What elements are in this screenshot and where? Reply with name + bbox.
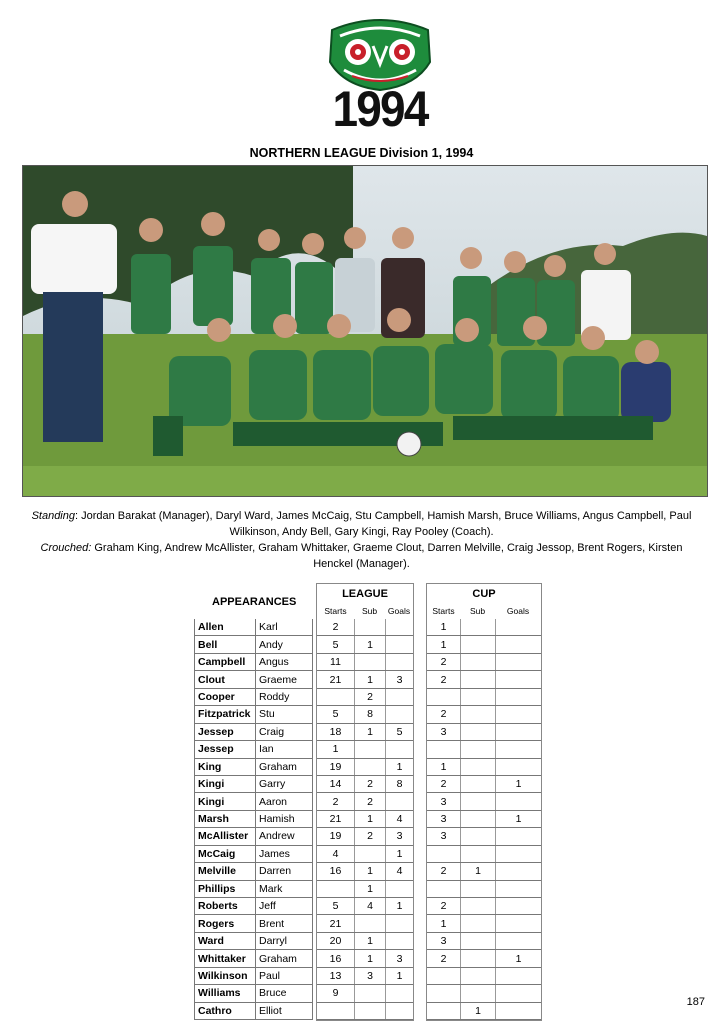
cup-goals-cell	[496, 706, 542, 723]
player-given-name: Hamish	[256, 810, 313, 827]
league-sub-cell	[355, 653, 386, 670]
player-given-name: Elliot	[256, 1002, 313, 1019]
league-starts-cell	[317, 880, 355, 897]
table-row	[195, 723, 313, 740]
league-sub-cell: 1	[355, 671, 386, 688]
crouched-label: Crouched:	[40, 542, 92, 554]
player-given-name: Ian	[256, 741, 313, 758]
league-starts-cell: 4	[317, 845, 355, 862]
league-sub-cell: 3	[355, 967, 386, 984]
year-title: 1994	[332, 81, 428, 137]
league-sub-cell	[355, 915, 386, 932]
cup-sub-cell	[461, 845, 496, 862]
league-row	[317, 758, 413, 775]
league-goals-cell	[386, 706, 414, 723]
league-sub-cell: 2	[355, 775, 386, 792]
league-sub-cell	[355, 758, 386, 775]
league-goals-cell: 3	[386, 828, 414, 845]
team-photo	[22, 165, 708, 497]
cup-sub-cell	[461, 775, 496, 792]
table-row	[195, 845, 313, 862]
league-row	[317, 706, 413, 723]
league-row	[317, 688, 413, 705]
cup-starts-cell	[427, 967, 461, 984]
caption-standing	[30, 508, 693, 540]
cup-starts-cell: 1	[427, 915, 461, 932]
cup-starts-cell: 3	[427, 810, 461, 827]
player-given-name: James	[256, 845, 313, 862]
cup-header: CUP	[472, 588, 496, 600]
cup-sub-cell: 1	[461, 1002, 496, 1019]
cup-row	[427, 1002, 541, 1019]
cup-starts-cell	[427, 880, 461, 897]
league-sub-cell: 8	[355, 706, 386, 723]
player-given-name: Andy	[256, 636, 313, 653]
league-starts-cell: 16	[317, 863, 355, 880]
league-goals-cell: 8	[386, 775, 414, 792]
league-goals-cell	[386, 1002, 414, 1019]
league-sub-cell	[355, 741, 386, 758]
cup-row	[427, 863, 541, 880]
league-column-headers	[317, 604, 413, 619]
league-row	[317, 793, 413, 810]
player-given-name: Angus	[256, 653, 313, 670]
league-goals-cell: 3	[386, 671, 414, 688]
cup-sub-cell	[461, 880, 496, 897]
league-starts-cell: 19	[317, 758, 355, 775]
league-sub-cell	[355, 1002, 386, 1019]
cup-row	[427, 828, 541, 845]
league-starts-cell: 5	[317, 898, 355, 915]
cup-row	[427, 671, 541, 688]
player-surname: Williams	[195, 985, 256, 1002]
cup-goals-cell	[496, 915, 542, 932]
league-starts-cell: 1	[317, 741, 355, 758]
cup-sub-cell	[461, 653, 496, 670]
league-starts-cell: 21	[317, 810, 355, 827]
player-surname: Jessep	[195, 741, 256, 758]
table-row	[195, 967, 313, 984]
cup-goals-cell: 1	[496, 810, 542, 827]
cup-starts-cell: 2	[427, 898, 461, 915]
league-row	[317, 932, 413, 949]
column-starts: Starts	[324, 606, 347, 616]
cup-goals-cell	[496, 758, 542, 775]
cup-goals-cell	[496, 967, 542, 984]
appearances-title: APPEARANCES	[212, 596, 297, 608]
cup-starts-cell: 2	[427, 653, 461, 670]
player-surname: Fitzpatrick	[195, 706, 256, 723]
table-row	[195, 880, 313, 897]
league-starts-cell: 5	[317, 636, 355, 653]
league-sub-cell: 1	[355, 880, 386, 897]
league-goals-cell: 3	[386, 950, 414, 967]
league-starts-cell: 20	[317, 932, 355, 949]
cup-goals-cell	[496, 793, 542, 810]
league-row	[317, 898, 413, 915]
table-row	[195, 775, 313, 792]
cup-sub-cell	[461, 723, 496, 740]
cup-stats	[426, 583, 542, 1021]
cup-sub-cell	[461, 950, 496, 967]
league-starts-cell: 11	[317, 653, 355, 670]
league-row	[317, 863, 413, 880]
cup-goals-cell	[496, 828, 542, 845]
standing-names: : Jordan Barakat (Manager), Daryl Ward, James McCaig, Stu Campbell, Hamish Marsh, Bruce Williams, Angus Campbell, Paul Wilkinson, Andy Bell, Gary Kingi, Ray Pooley (Coach).	[75, 510, 692, 538]
cup-sub-cell	[461, 758, 496, 775]
cup-sub-cell	[461, 671, 496, 688]
player-surname: Cathro	[195, 1002, 256, 1019]
league-row	[317, 619, 413, 636]
league-row	[317, 950, 413, 967]
cup-goals-cell	[496, 619, 542, 636]
cup-starts-cell: 2	[427, 950, 461, 967]
cup-sub-cell	[461, 619, 496, 636]
cup-starts-cell	[427, 985, 461, 1002]
table-row	[195, 932, 313, 949]
player-given-name: Karl	[256, 619, 313, 636]
page-number: 187	[686, 996, 705, 1008]
player-given-name: Craig	[256, 723, 313, 740]
league-goals-cell: 1	[386, 845, 414, 862]
table-row	[195, 1002, 313, 1019]
cup-row	[427, 619, 541, 636]
cup-starts-cell	[427, 741, 461, 758]
table-row	[195, 706, 313, 723]
cup-starts-cell: 2	[427, 775, 461, 792]
cup-starts-cell: 3	[427, 932, 461, 949]
table-row	[195, 828, 313, 845]
table-row	[195, 915, 313, 932]
league-goals-cell	[386, 636, 414, 653]
player-surname: Clout	[195, 671, 256, 688]
table-row	[195, 985, 313, 1002]
league-goals-cell: 1	[386, 758, 414, 775]
table-row	[195, 898, 313, 915]
cup-sub-cell	[461, 932, 496, 949]
league-row	[317, 880, 413, 897]
league-sub-cell: 2	[355, 688, 386, 705]
player-surname: Kingi	[195, 775, 256, 792]
cup-starts-cell	[427, 688, 461, 705]
table-row	[195, 810, 313, 827]
cup-starts-cell: 2	[427, 706, 461, 723]
cup-row	[427, 810, 541, 827]
cup-starts-cell	[427, 845, 461, 862]
cup-row	[427, 932, 541, 949]
caption-crouched	[30, 540, 693, 572]
cup-row	[427, 688, 541, 705]
cup-starts-cell: 3	[427, 793, 461, 810]
cup-starts-cell	[427, 1002, 461, 1019]
cup-column-headers	[427, 604, 541, 619]
league-sub-cell: 1	[355, 723, 386, 740]
player-surname: Jessep	[195, 723, 256, 740]
cup-starts-cell: 2	[427, 671, 461, 688]
cup-sub-cell	[461, 706, 496, 723]
league-goals-cell: 4	[386, 863, 414, 880]
cup-starts-cell: 3	[427, 723, 461, 740]
cup-goals-cell: 1	[496, 950, 542, 967]
cup-goals-cell	[496, 741, 542, 758]
cup-starts-cell: 2	[427, 863, 461, 880]
league-starts-cell: 21	[317, 915, 355, 932]
league-sub-cell	[355, 985, 386, 1002]
cup-sub-cell	[461, 741, 496, 758]
player-given-name: Brent	[256, 915, 313, 932]
cup-sub-cell: 1	[461, 863, 496, 880]
league-sub-cell	[355, 619, 386, 636]
cup-goals-cell	[496, 1002, 542, 1019]
cup-row	[427, 915, 541, 932]
cup-sub-cell	[461, 793, 496, 810]
player-given-name: Mark	[256, 880, 313, 897]
league-sub-cell: 4	[355, 898, 386, 915]
league-row	[317, 828, 413, 845]
player-given-name: Garry	[256, 775, 313, 792]
cup-goals-cell	[496, 671, 542, 688]
player-names-table	[194, 619, 313, 1020]
cup-starts-cell: 1	[427, 758, 461, 775]
league-starts-cell: 2	[317, 619, 355, 636]
league-goals-cell	[386, 793, 414, 810]
cup-row	[427, 775, 541, 792]
league-goals-cell: 1	[386, 898, 414, 915]
league-header: LEAGUE	[342, 588, 388, 600]
league-row	[317, 845, 413, 862]
league-sub-cell	[355, 845, 386, 862]
league-starts-cell: 2	[317, 793, 355, 810]
league-sub-cell: 2	[355, 793, 386, 810]
table-row	[195, 619, 313, 636]
league-goals-cell	[386, 985, 414, 1002]
player-surname: Rogers	[195, 915, 256, 932]
league-sub-cell: 1	[355, 950, 386, 967]
player-given-name: Roddy	[256, 688, 313, 705]
league-starts-cell	[317, 688, 355, 705]
league-row	[317, 741, 413, 758]
column-sub: Sub	[361, 606, 378, 616]
column-goals: Goals	[387, 606, 411, 616]
player-given-name: Aaron	[256, 793, 313, 810]
league-row	[317, 775, 413, 792]
league-goals-cell: 5	[386, 723, 414, 740]
league-goals-cell	[386, 880, 414, 897]
player-given-name: Graham	[256, 950, 313, 967]
cup-sub-cell	[461, 967, 496, 984]
cup-sub-cell	[461, 985, 496, 1002]
column-starts: Starts	[432, 606, 455, 616]
cup-starts-cell: 1	[427, 636, 461, 653]
cup-starts-cell: 3	[427, 828, 461, 845]
league-goals-cell	[386, 688, 414, 705]
player-surname: McCaig	[195, 845, 256, 862]
player-given-name: Bruce	[256, 985, 313, 1002]
player-surname: Whittaker	[195, 950, 256, 967]
league-starts-cell: 5	[317, 706, 355, 723]
league-starts-cell: 19	[317, 828, 355, 845]
league-starts-cell: 16	[317, 950, 355, 967]
player-given-name: Darryl	[256, 932, 313, 949]
photo-caption	[30, 508, 693, 572]
cup-sub-cell	[461, 915, 496, 932]
league-starts-cell: 9	[317, 985, 355, 1002]
league-row	[317, 810, 413, 827]
crouched-names: Graham King, Andrew McAllister, Graham Whittaker, Graeme Clout, Darren Melville, Craig Jessop, Brent Rogers, Kirsten Henckel (Manager).	[91, 542, 683, 570]
league-row	[317, 653, 413, 670]
player-surname: Kingi	[195, 793, 256, 810]
cup-row	[427, 653, 541, 670]
league-row	[317, 636, 413, 653]
cup-row	[427, 741, 541, 758]
cup-row	[427, 706, 541, 723]
league-goals-cell	[386, 741, 414, 758]
cup-row	[427, 950, 541, 967]
league-sub-cell: 1	[355, 863, 386, 880]
table-row	[195, 671, 313, 688]
column-goals: Goals	[506, 606, 530, 616]
cup-row	[427, 845, 541, 862]
cup-goals-cell	[496, 932, 542, 949]
league-sub-cell: 1	[355, 636, 386, 653]
league-starts-cell: 21	[317, 671, 355, 688]
cup-row	[427, 880, 541, 897]
cup-goals-cell	[496, 653, 542, 670]
player-surname: Ward	[195, 932, 256, 949]
cup-row	[427, 793, 541, 810]
cup-starts-cell: 1	[427, 619, 461, 636]
league-starts-cell: 13	[317, 967, 355, 984]
player-surname: Cooper	[195, 688, 256, 705]
table-row	[195, 863, 313, 880]
cup-goals-cell	[496, 985, 542, 1002]
player-given-name: Graham	[256, 758, 313, 775]
league-row	[317, 985, 413, 1002]
player-given-name: Graeme	[256, 671, 313, 688]
player-surname: Campbell	[195, 653, 256, 670]
league-goals-cell: 4	[386, 810, 414, 827]
cup-goals-cell: 1	[496, 775, 542, 792]
cup-sub-cell	[461, 898, 496, 915]
league-goals-cell	[386, 653, 414, 670]
player-given-name: Paul	[256, 967, 313, 984]
player-surname: Allen	[195, 619, 256, 636]
cup-goals-cell	[496, 880, 542, 897]
cup-row	[427, 758, 541, 775]
player-given-name: Stu	[256, 706, 313, 723]
league-starts-cell: 18	[317, 723, 355, 740]
column-sub: Sub	[469, 606, 486, 616]
player-surname: Melville	[195, 863, 256, 880]
league-starts-cell: 14	[317, 775, 355, 792]
player-surname: McAllister	[195, 828, 256, 845]
table-row	[195, 741, 313, 758]
cup-goals-cell	[496, 898, 542, 915]
cup-sub-cell	[461, 688, 496, 705]
league-row	[317, 723, 413, 740]
league-goals-cell	[386, 619, 414, 636]
league-row	[317, 915, 413, 932]
cup-sub-cell	[461, 636, 496, 653]
league-sub-cell: 1	[355, 932, 386, 949]
player-surname: Phillips	[195, 880, 256, 897]
cup-goals-cell	[496, 863, 542, 880]
league-goals-cell	[386, 915, 414, 932]
page-title: NORTHERN LEAGUE Division 1, 1994	[249, 146, 474, 160]
league-row	[317, 671, 413, 688]
cup-row	[427, 898, 541, 915]
cup-goals-cell	[496, 688, 542, 705]
league-row	[317, 1002, 413, 1019]
league-starts-cell	[317, 1002, 355, 1019]
player-surname: Marsh	[195, 810, 256, 827]
table-row	[195, 688, 313, 705]
league-sub-cell: 2	[355, 828, 386, 845]
table-row	[195, 950, 313, 967]
player-surname: Roberts	[195, 898, 256, 915]
standing-label: Standing	[31, 510, 75, 522]
cup-row	[427, 985, 541, 1002]
table-row	[195, 793, 313, 810]
league-goals-cell	[386, 932, 414, 949]
table-row	[195, 653, 313, 670]
cup-row	[427, 967, 541, 984]
table-row	[195, 636, 313, 653]
league-goals-cell: 1	[386, 967, 414, 984]
league-row	[317, 967, 413, 984]
league-stats	[316, 583, 414, 1021]
player-given-name: Darren	[256, 863, 313, 880]
cup-goals-cell	[496, 636, 542, 653]
league-sub-cell: 1	[355, 810, 386, 827]
player-given-name: Andrew	[256, 828, 313, 845]
cup-sub-cell	[461, 828, 496, 845]
player-surname: Bell	[195, 636, 256, 653]
cup-sub-cell	[461, 810, 496, 827]
cup-row	[427, 723, 541, 740]
player-given-name: Jeff	[256, 898, 313, 915]
cup-goals-cell	[496, 723, 542, 740]
cup-row	[427, 636, 541, 653]
table-row	[195, 758, 313, 775]
player-surname: Wilkinson	[195, 967, 256, 984]
cup-goals-cell	[496, 845, 542, 862]
player-surname: King	[195, 758, 256, 775]
